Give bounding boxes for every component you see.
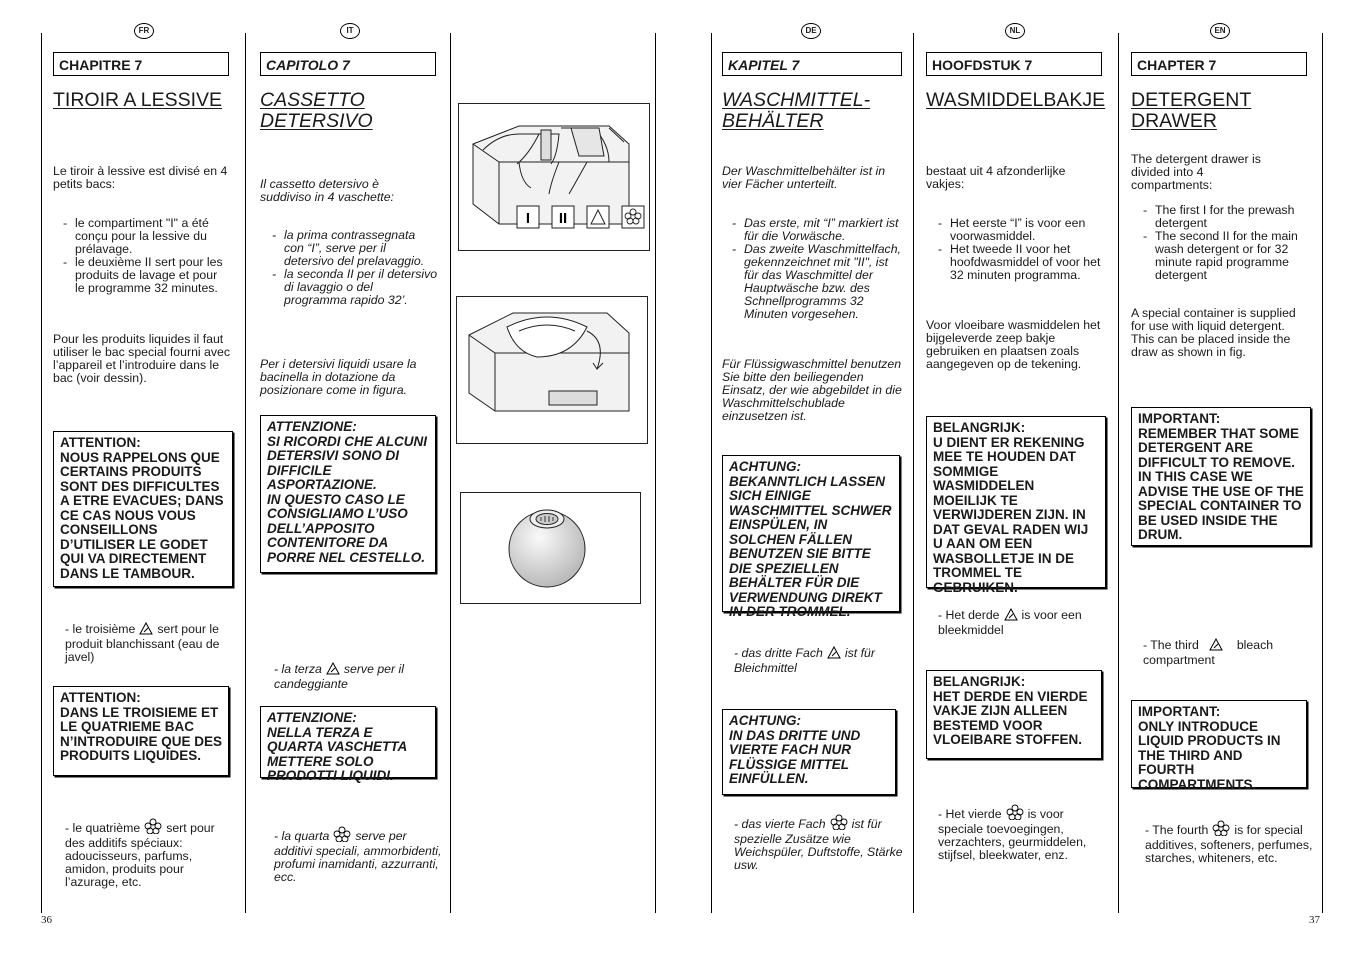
item-text: ist für spezielle Zusätze wie Weichspüler, Duftstoffe, Stärke usw. [734, 817, 903, 872]
list-item: - The first I for the prewash detergent [1143, 204, 1311, 230]
fourth-compartment-text: - la quarta serve per additivi speciali, ammorbidenti, profumi inamidanti, azzurranti, ecc. [274, 826, 446, 884]
section-title: WASCHMITTEL-BEHÄLTER [722, 89, 871, 132]
compartment-label: II [558, 210, 568, 227]
item-text: serve per additivi speciali, ammorbidenti, profumi inamidanti, azzurranti, ecc. [274, 829, 442, 884]
intro-text: The detergent drawer is divided into 4 compartments: [1131, 152, 1261, 192]
intro-text: Der Waschmittelbehälter ist in vier Fächer unterteilt. [722, 164, 886, 191]
attention-box [722, 709, 896, 795]
attention-box [722, 455, 900, 619]
attention-text: ACHTUNG: IN DAS DRITTE UND VIERTE FACH NUR FLÜSSIGE MITTEL EINFÜLLEN. [729, 713, 861, 786]
liquid-text: Für Flüssigwaschmittel benutzen Sie bitte den beiliegenden Einsatz, der wie abgebildet in die Waschmittelschublade einzusetzen ist. [722, 357, 902, 423]
compartment-list [1143, 204, 1311, 282]
third-compartment-text: - The third bleach compartment [1143, 638, 1274, 667]
intro-text: Le tiroir à lessive est divisé en 4 petits bacs: [53, 164, 228, 191]
drawer-compartments-figure [458, 103, 650, 251]
item-text: is voor speciale toevoegingen, verzachters, geurmiddelen, stijfsel, bleekwater, enz. [938, 807, 1087, 862]
bleach-icon [1209, 638, 1223, 654]
chapter-heading: HOOFDSTUK 7 [926, 52, 1102, 76]
flower-icon [830, 814, 848, 833]
attention-box [53, 431, 233, 587]
list-item: - Das erste, mit “I” markiert ist für die Vorwäsche. [732, 217, 904, 243]
item-text: is voor een bleekmiddel [938, 608, 1082, 637]
compartment-list [938, 217, 1106, 282]
list-item: - Das zweite Waschmittelfach, gekennzeichnet mit "II", ist für das Waschmittel der Hauptwäsche bzw. des Schnellprogramms 32 Minuten vorgesehen. [732, 243, 904, 321]
bleach-icon [1004, 608, 1018, 624]
compartment-label: I [525, 210, 531, 227]
section-title: TIROIR A LESSIVE [53, 89, 223, 111]
divider [245, 33, 246, 913]
list-item: - Het tweede II voor het hoofdwasmiddel of voor het 32 minuten programma. [938, 243, 1106, 282]
item-label: das vierte Fach [741, 817, 826, 831]
compartment-list [732, 217, 904, 321]
list-item: - The second II for the main wash detergent or for 32 minute rapid programme detergent [1143, 230, 1311, 282]
item-label: le troisième [72, 622, 136, 636]
page-number-left: 36 [41, 914, 52, 926]
attention-text: BELANGRIJK: HET DERDE EN VIERDE VAKJE ZIJN ALLEEN BESTEMD VOOR VLOEIBARE STOFFEN. [933, 674, 1088, 747]
item-label: The fourth [1152, 823, 1209, 837]
third-compartment-text: - das dritte Fach ist für Bleichmittel [734, 646, 875, 675]
flower-icon [1212, 820, 1230, 839]
intro-text: bestaat uit 4 afzonderlijke vakjes: [926, 164, 1066, 191]
flower-icon [1006, 804, 1024, 823]
liquid-text: Per i detersivi liquidi usare la bacinella in dotazione da posizionare come in figura. [260, 357, 417, 397]
fourth-compartment-text: - das vierte Fach ist für spezielle Zusätze wie Weichspüler, Duftstoffe, Stärke usw. [734, 814, 908, 872]
list-item: - le deuxième II sert pour les produits de lavage et pour le programme 32 minutes. [63, 256, 225, 295]
intro-text: Il cassetto detersivo è suddiviso in 4 vaschette: [260, 177, 394, 204]
item-label: la quarta [281, 829, 330, 843]
bleach-icon [139, 622, 153, 638]
item-text: bleach compartment [1143, 638, 1274, 667]
section-title: CASSETTO DETERSIVO [260, 89, 373, 132]
chapter-heading: CAPITOLO 7 [260, 52, 436, 76]
liquid-text: Voor vloeibare wasmiddelen het bijgeleverde zeep bakje gebruiken en plaatsen zoals aangegeven op de tekening. [926, 318, 1101, 371]
divider [450, 33, 451, 913]
fourth-compartment-text: - Het vierde is voor speciale toevoegingen, verzachters, geurmiddelen, stijfsel, bleekwater, enz. [938, 804, 1110, 862]
attention-box [260, 415, 436, 573]
divider [913, 33, 914, 913]
third-compartment-text: - Het derde is voor een bleekmiddel [938, 608, 1082, 637]
third-compartment-text: - la terza serve per il candeggiante [274, 662, 404, 691]
language-badge-fr: FR [134, 23, 154, 39]
divider [711, 33, 712, 913]
compartment-list [272, 229, 438, 307]
language-badge-de: DE [801, 23, 821, 39]
attention-text: ATTENZIONE: NELLA TERZA E QUARTA VASCHETTA METTERE SOLO PRODOTTI LIQUIDI. [267, 710, 407, 783]
fourth-compartment-text: - le quatrième sert pour des additifs spéciaux: adoucisseurs, parfums, amidon, produits pour l’azurage, etc. [65, 818, 237, 889]
attention-box [926, 670, 1102, 759]
attention-box [260, 706, 436, 783]
divider [1322, 33, 1323, 913]
item-text: serve per il candeggiante [274, 662, 404, 691]
attention-box [1131, 407, 1311, 546]
item-label: The third [1150, 638, 1199, 652]
item-text: is for special additives, softeners, perfumes, starches, whiteners, etc. [1145, 823, 1313, 865]
bleach-icon [326, 662, 340, 678]
chapter-heading: CHAPITRE 7 [53, 52, 229, 76]
item-label: le quatrième [72, 821, 141, 835]
list-item: - la seconda II per il detersivo di lavaggio o del programma rapido 32’. [272, 268, 438, 307]
attention-text: ATTENTION: NOUS RAPPELONS QUE CERTAINS PRODUITS SONT DES DIFFICULTES A ETRE EVACUES; DANS CE CAS NOUS VOUS CONSEILLONS D’UTILISER LE GODET QUI VA DIRECTEMENT DANS LE TAMBOUR. [60, 435, 224, 581]
attention-text: ATTENTION: DANS LE TROISIEME ET LE QUATRIEME BAC N’INTRODUIRE QUE DES PRODUITS LIQUIDES. [60, 690, 223, 763]
bleach-icon [827, 646, 841, 662]
chapter-heading: KAPITEL 7 [722, 52, 902, 76]
item-label: la terza [281, 662, 322, 676]
item-label: Het vierde [945, 807, 1002, 821]
language-badge-nl: NL [1005, 23, 1025, 39]
liquid-container-figure [456, 296, 648, 444]
attention-text: ACHTUNG: BEKANNTLICH LASSEN SICH EINIGE WASCHMITTEL SCHWER EINSPÜLEN, IN SOLCHEN FÄLLEN BENUTZEN SIE BITTE DIE SPEZIELLEN BEHÄLTER FÜR DIE VERWENDUNG DIREKT IN DER TROMMEL. [729, 459, 892, 619]
flower-icon [144, 818, 162, 837]
attention-text: IMPORTANT: REMEMBER THAT SOME DETERGENT ARE DIFFICULT TO REMOVE. IN THIS CASE WE ADVISE THE USE OF THE SPECIAL CONTAINER TO BE USED INSIDE THE DRUM. [1138, 411, 1304, 542]
item-text: sert pour des additifs spéciaux: adoucisseurs, parfums, amidon, produits pour l’azurage, etc. [65, 821, 215, 889]
attention-box [53, 686, 229, 776]
list-item: - la prima contrassegnata con “I”, serve per il detersivo del prelavaggio. [272, 229, 438, 268]
language-badge-it: IT [340, 23, 360, 39]
liquid-text: A special container is supplied for use with liquid detergent. This can be placed inside the draw as shown in fig. [1131, 306, 1296, 359]
list-item: - le compartiment "I" a été conçu pour la lessive du prélavage. [63, 217, 225, 256]
attention-text: BELANGRIJK: U DIENT ER REKENING MEE TE HOUDEN DAT SOMMIGE WASMIDDELEN MOEILIJK TE VERWIJDEREN ZIJN. IN DAT GEVAL RADEN WIJ U AAN OM EEN WASBOLLETJE IN DE TROMMEL TE GEBRUIKEN. [933, 420, 1089, 595]
attention-box [926, 416, 1106, 595]
flower-icon [333, 826, 351, 845]
third-compartment-text: - le troisième sert pour le produit blanchissant (eau de javel) [65, 622, 220, 664]
chapter-heading: CHAPTER 7 [1131, 52, 1307, 76]
item-label: das dritte Fach [741, 646, 823, 660]
attention-box [1131, 700, 1307, 792]
item-label: Het derde [945, 608, 1000, 622]
divider [1118, 33, 1119, 913]
item-text: ist für Bleichmittel [734, 646, 875, 675]
page-number-right: 37 [1309, 914, 1320, 926]
item-text: sert pour le produit blanchissant (eau de javel) [65, 622, 220, 664]
dosing-ball-figure [460, 492, 641, 604]
attention-text: ATTENZIONE: SI RICORDI CHE ALCUNI DETERSIVI SONO DI DIFFICILE ASPORTAZIONE. IN QUESTO CASO LE CONSIGLIAMO L’USO DELL’APPOSITO CONTENITORE DA PORRE NEL CESTELLO. [267, 419, 428, 565]
liquid-text: Pour les produits liquides il faut utiliser le bac special fourni avec l’appareil et l’introduire dans le bac (voir dessin). [53, 332, 231, 385]
divider [41, 33, 42, 913]
list-item: - Het eerste “I” is voor een voorwasmiddel. [938, 217, 1106, 243]
attention-text: IMPORTANT: ONLY INTRODUCE LIQUID PRODUCTS IN THE THIRD AND FOURTH COMPARTMENTS. [1138, 704, 1281, 792]
language-badge-en: EN [1210, 23, 1230, 39]
fourth-compartment-text: - The fourth is for special additives, softeners, perfumes, starches, whiteners, etc. [1145, 820, 1315, 865]
section-title: WASMIDDELBAKJE [926, 89, 1106, 111]
divider [655, 33, 656, 913]
section-title: DETERGENT DRAWER [1131, 89, 1252, 132]
compartment-list [63, 217, 225, 295]
